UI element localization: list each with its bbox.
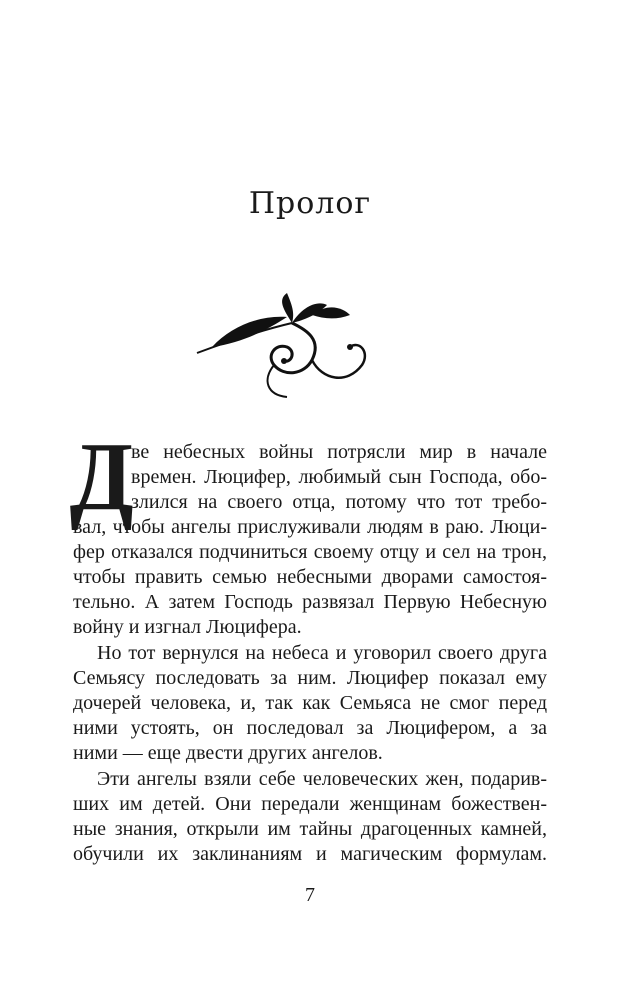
text-line: времен. Люцифер, любимый сын Господа, обо-: [131, 466, 547, 488]
floral-ornament-icon: [192, 285, 372, 405]
text-line: тельно. А затем Господь развязал Первую Небесную: [73, 591, 547, 613]
text-line: злился на своего отца, потому что тот требо-: [131, 491, 547, 513]
text-line: ве небесных войны потрясли мир в начале: [131, 441, 547, 463]
text-line: Семьясу последовать за ним. Люцифер показал ему: [73, 667, 547, 689]
text-line: Эти ангелы взяли себе человеческих жен, подарив-: [97, 768, 547, 790]
text-line: ших им детей. Они передали женщинам божествен-: [73, 793, 547, 815]
text-line: вал, чтобы ангелы прислуживали людям в раю. Люци-: [73, 516, 547, 538]
page-number: 7: [305, 884, 315, 906]
text-line: ними — еще двести других ангелов.: [73, 742, 383, 764]
drop-cap: Д: [69, 423, 134, 531]
text-line: ними устоять, он последовал за Люцифером, а за: [73, 717, 547, 739]
chapter-title: Пролог: [248, 186, 372, 221]
text-line: ные знания, открыли им тайны драгоценных камней,: [73, 818, 547, 840]
text-line: чтобы править семью небесными дворами самостоя-: [73, 566, 547, 588]
text-line: дочерей человека, и, так как Семьяса не смог перед: [73, 692, 547, 714]
text-line: обучили их заклинаниям и магическим формулам.: [73, 843, 547, 865]
text-line: войну и изгнал Люцифера.: [73, 616, 302, 638]
text-line: фер отказался подчиниться своему отцу и сел на трон,: [73, 541, 547, 563]
text-line: Но тот вернулся на небеса и уговорил своего друга: [97, 642, 547, 664]
